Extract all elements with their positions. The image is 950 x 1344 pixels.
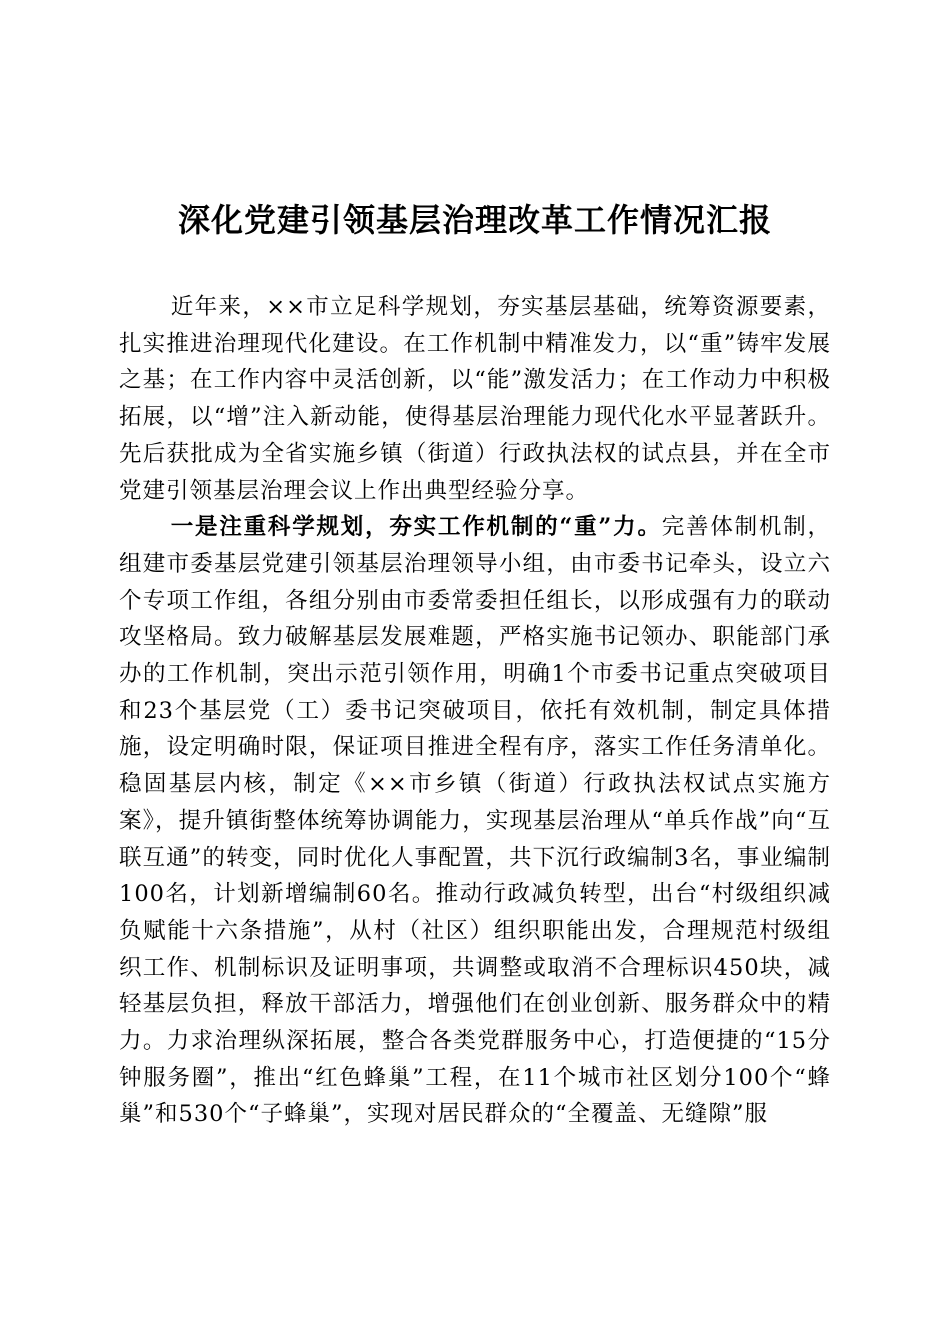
section-1-heading: 一是注重科学规划，夯实工作机制的“重”力。 [170,514,662,541]
section-1-paragraph [119,509,831,1133]
section-1-text: 完善体制机制，组建市委基层党建引领基层治理领导小组，由市委书记牵头，设立六个专项工作组，各组分别由市委常委担任组长，以形成强有力的联动攻坚格局。致力破解基层发展难题，严格实施书记领办、职能部门承办的工作机制，突出示范引领作用，明确1个市委书记重点突破项目和23个基层党（工）委书记突破项目，依托有效机制，制定具体措施，设定明确时限，保证项目推进全程有序，落实工作任务清单化。稳固基层内核，制定《××市乡镇（街道）行政执法权试点实施方案》，提升镇街整体统筹协调能力，实现基层治理从“单兵作战”向“互联互通”的转变，同时优化人事配置，共下沉行政编制3名，事业编制100名，计划新增编制60名。推动行政减负转型，出台“村级组织减负赋能十六条措施”，从村（社区）组织职能出发，合理规范村级组织工作、机制标识及证明事项，共调整或取消不合理标识450块，减轻基层负担，释放干部活力，增强他们在创业创新、服务群众中的精力。力求治理纵深拓展，整合各类党群服务中心，打造便捷的“15分钟服务圈”，推出“红色蜂巢”工程，在11个城市社区划分100个“蜂巢”和530个“子蜂巢”，实现对居民群众的“全覆盖、无缝隙”服 [119,514,831,1128]
intro-paragraph: 近年来，××市立足科学规划，夯实基层基础，统筹资源要素，扎实推进治理现代化建设。在工作机制中精准发力，以“重”铸牢发展之基；在工作内容中灵活创新，以“能”激发活力；在工作动力中积极拓展，以“增”注入新动能，使得基层治理能力现代化水平显著跃升。先后获批成为全省实施乡镇（街道）行政执法权的试点县，并在全市党建引领基层治理会议上作出典型经验分享。 [119,294,831,504]
document-body [119,289,831,1133]
document-title: 深化党建引领基层治理改革工作情况汇报 [177,201,772,239]
